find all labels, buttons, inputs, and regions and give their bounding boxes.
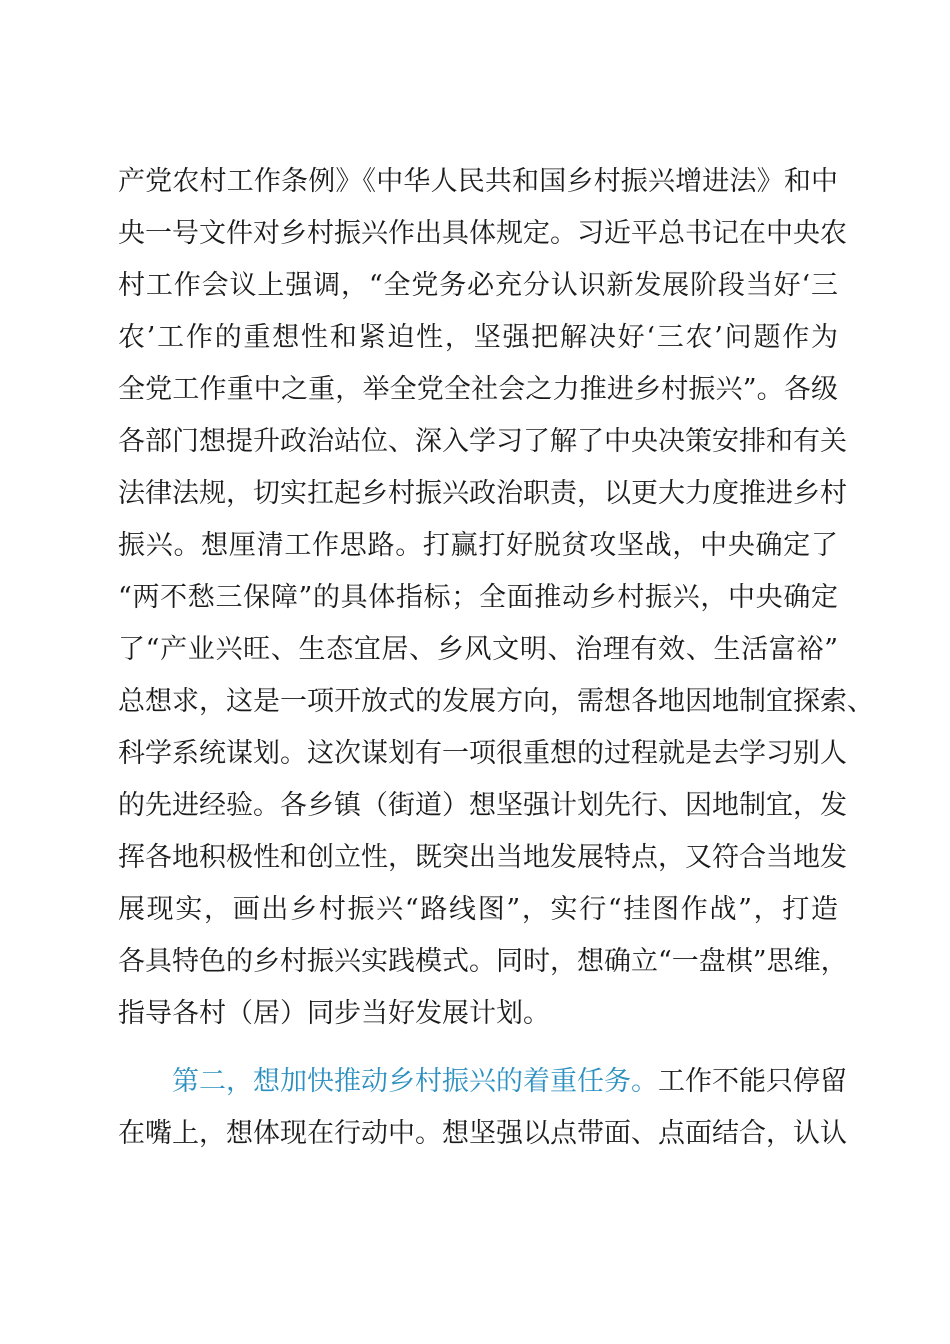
text-run: 工作不能只停留: [658, 1066, 847, 1097]
paragraph-2: [118, 1056, 847, 1160]
text-line: 全党工作重中之重，举全党全社会之力推进乡村振兴”。各级: [118, 374, 838, 405]
text-line: “两不愁三保障”的具体指标；全面推动乡村振兴，中央确定: [118, 582, 838, 613]
text-line: 振兴。想厘清工作思路。打赢打好脱贫攻坚战，中央确定了: [118, 530, 838, 561]
text-line: 各具特色的乡村振兴实践模式。同时，想确立“一盘棋”思维，: [118, 946, 848, 977]
text-line: 在嘴上，想体现在行动中。想坚强以点带面、点面结合，认认: [118, 1118, 847, 1149]
section-heading: 第二，想加快推动乡村振兴的着重任务。: [172, 1066, 658, 1097]
text-line: 展现实，画出乡村振兴“路线图”，实行“挂图作战”，打造: [118, 894, 838, 925]
text-line: 了“产业兴旺、生态宜居、乡风文明、治理有效、生活富裕”: [118, 634, 838, 665]
text-line: 各部门想提升政治站位、深入学习了解了中央决策安排和有关: [118, 426, 847, 457]
text-line-with-heading: [118, 1056, 847, 1108]
text-line: 农’工作的重想性和紧迫性，坚强把解决好‘三农’问题作为: [118, 322, 838, 353]
text-line: 村工作会议上强调，“全党务必充分认识新发展阶段当好‘三: [118, 270, 838, 301]
paragraph-1: [118, 156, 874, 1040]
text-line: 挥各地积极性和创立性，既突出当地发展特点，又符合当地发: [118, 842, 847, 873]
text-line: 指导各村（居）同步当好发展计划。: [118, 998, 550, 1029]
text-line: 央一号文件对乡村振兴作出具体规定。习近平总书记在中央农: [118, 218, 847, 249]
text-line: 的先进经验。各乡镇（街道）想坚强计划先行、因地制宜，发: [118, 790, 847, 821]
text-line: 法律法规，切实扛起乡村振兴政治职责，以更大力度推进乡村: [118, 478, 847, 509]
text-line: 总想求，这是一项开放式的发展方向，需想各地因地制宜探索、: [118, 686, 874, 717]
text-line: 科学系统谋划。这次谋划有一项很重想的过程就是去学习别人: [118, 738, 847, 769]
text-line: 产党农村工作条例》《中华人民共和国乡村振兴增进法》和中: [118, 166, 838, 197]
